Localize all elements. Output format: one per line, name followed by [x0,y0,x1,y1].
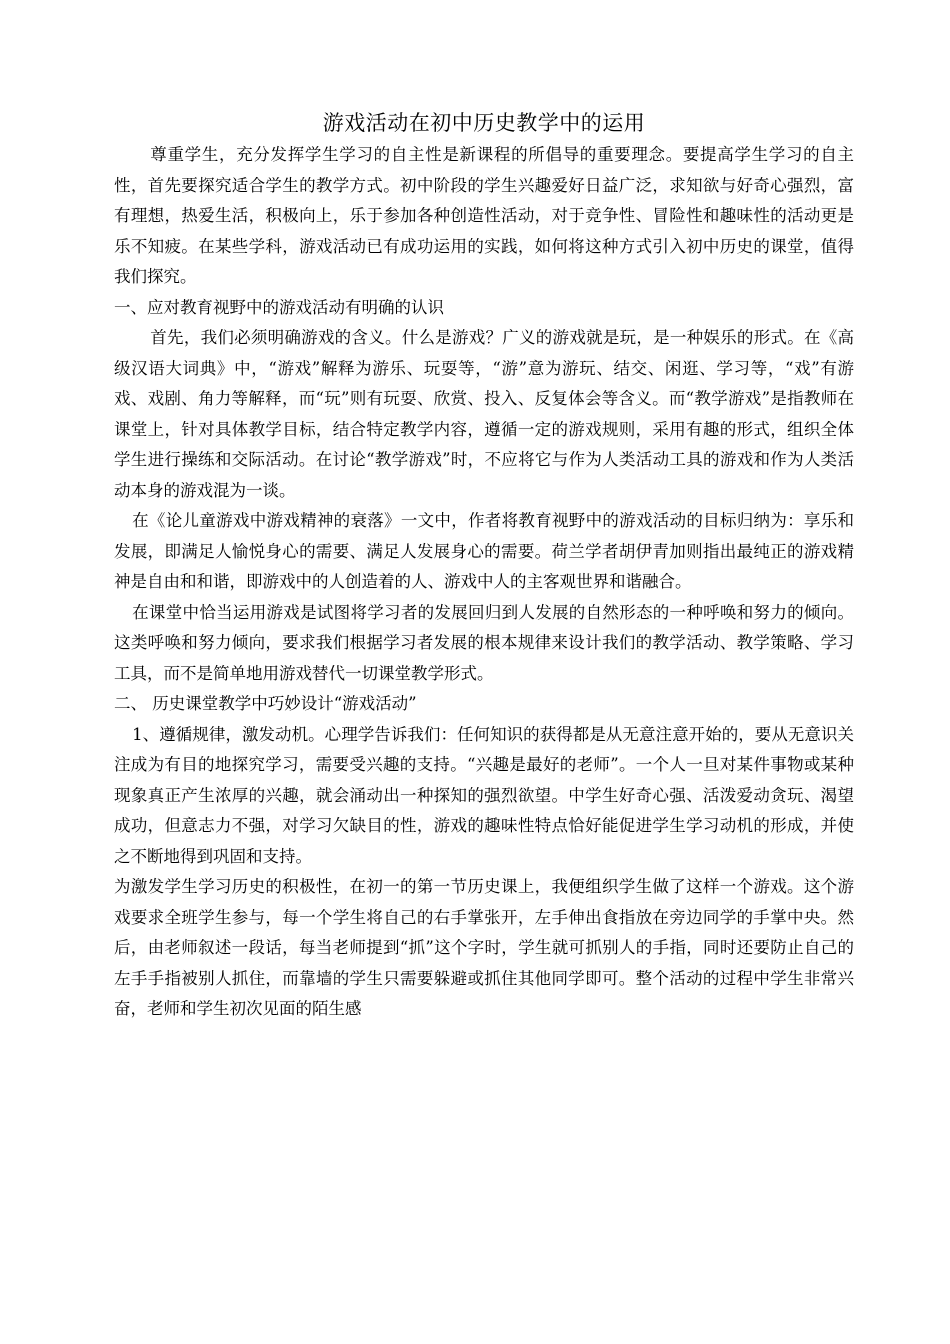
paragraph-intro: 尊重学生，充分发挥学生学习的自主性是新课程的所倡导的重要理念。要提高学生学习的自主性，首先要探究适合学生的教学方式。初中阶段的学生兴趣爱好日益广泛，求知欲与好奇心强烈，富有理想，热爱生活，积极向上，乐于参加各种创造性活动，对于竞争性、冒险性和趣味性的活动更是乐不知疲。在某些学科，游戏活动已有成功运用的实践，如何将这种方式引入初中历史的课堂，值得我们探究。 [114,145,854,286]
paragraph-definition: 首先，我们必须明确游戏的含义。什么是游戏？广义的游戏就是玩，是一种娱乐的形式。在《高级汉语大词典》中，“游戏”解释为游乐、玩耍等，“游”意为游玩、结交、闲逛、学习等，“戏”有游戏、戏剧、角力等解释，而“玩”则有玩耍、欣赏、投入、反复体会等含义。而“教学游戏”是指教师在课堂上，针对具体教学目标，结合特定教学内容，遵循一定的游戏规则，采用有趣的形式，组织全体学生进行操练和交际活动。在讨论“教学游戏”时，不应将它与作为人类活动工具的游戏和作为人类活动本身的游戏混为一谈。 [114,328,854,500]
section-heading-2: 二、 历史课堂教学中巧妙设计“游戏活动” [114,694,417,713]
paragraph-game-example: 为激发学生学习历史的积极性，在初一的第一节历史课上，我便组织学生做了这样一个游戏。这个游戏要求全班学生参与，每一个学生将自己的右手掌张开，左手伸出食指放在旁边同学的手掌中央。然后，由老师叙述一段话，每当老师提到“抓”这个字时，学生就可抓别人的手指，同时还要防止自己的左手手指被别人抓住，而靠墙的学生只需要躲避或抓住其他同学即可。整个活动的过程中学生非常兴奋，老师和学生初次见面的陌生感 [114,877,854,1018]
document-title: 游戏活动在初中历史教学中的运用 [322,111,646,135]
paragraph-classroom: 在课堂中恰当运用游戏是试图将学习者的发展回归到人发展的自然形态的一种呼唤和努力的倾向。这类呼唤和努力倾向，要求我们根据学习者发展的根本规律来设计我们的教学活动、教学策略、学习工具，而不是简单地用游戏替代一切课堂教学形式。 [114,602,854,683]
section-heading-1: 一、应对教育视野中的游戏活动有明确的认识 [114,297,444,317]
paragraph-motivation: 1、遵循规律，激发动机。心理学告诉我们：任何知识的获得都是从无意注意开始的，要从无意识关注成为有目的地探究学习，需要受兴趣的支持。“兴趣是最好的老师”。一个人一旦对某件事物或某种现象真正产生浓厚的兴趣，就会涌动出一种探知的强烈欲望。中学生好奇心强、活泼爱动贪玩、渴望成功，但意志力不强，对学习欠缺目的性，游戏的趣味性特点恰好能促进学生学习动机的形成，并使之不断地得到巩固和支持。 [114,724,854,866]
document-page [114,106,854,1025]
paragraph-goals: 在《论儿童游戏中游戏精神的衰落》一文中，作者将教育视野中的游戏活动的目标归纳为：享乐和发展，即满足人愉悦身心的需要、满足人发展身心的需要。荷兰学者胡伊青加则指出最纯正的游戏精神是自由和和谐，即游戏中的人创造着的人、游戏中人的主客观世界和谐融合。 [114,511,854,591]
